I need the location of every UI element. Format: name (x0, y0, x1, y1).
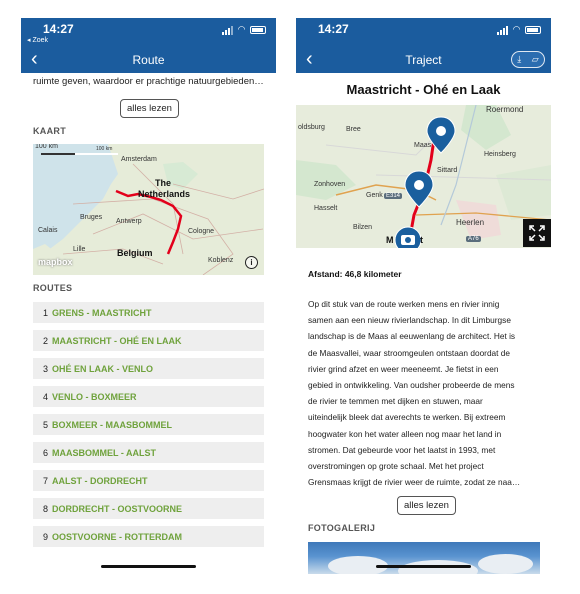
map-road-a76: A76 (468, 236, 479, 242)
route-screen (21, 18, 276, 574)
description-line: samen aan een nieuw rivierlandschap. In dit Limburgse (308, 315, 511, 326)
wifi-icon: ◠ (237, 24, 247, 34)
description-line: Grensmaas krijgt de rivier weer de ruimte, zodat ze naa… (308, 477, 521, 488)
map-label-sittard: Sittard (437, 167, 458, 174)
description-line: uiteindelijk bleek dat averechts te werken. Bij extreem (308, 412, 506, 423)
battery-icon (525, 26, 541, 34)
map-label-roermond: Roermond (486, 105, 524, 114)
traject-map[interactable] (296, 105, 551, 248)
page-title: Route (132, 53, 165, 67)
map-label-maastricht-end: t (420, 235, 423, 245)
description-line: gebied in ontwikkeling. Van oudsher probeerde de mens (308, 380, 515, 391)
signal-icon (497, 25, 509, 35)
route-name: DORDRECHT - OOSTVOORNE (52, 503, 183, 514)
description-line: Op dit stuk van de route werken mens en rivier innig (308, 299, 500, 309)
route-name: MAASBOMMEL - AALST (52, 447, 156, 458)
mapbox-logo[interactable]: mapbox (38, 257, 73, 267)
route-number: 7 (42, 475, 48, 486)
back-icon[interactable]: ‹ (31, 48, 38, 70)
overview-map[interactable] (33, 144, 264, 275)
route-name: GRENS - MAASTRICHT (52, 307, 152, 318)
map-label-zonhoven: Zonhoven (314, 181, 346, 188)
battery-icon (250, 26, 266, 34)
status-time: 14:27 (318, 22, 349, 36)
gallery-section-label: FOTOGALERIJ (308, 523, 376, 533)
wifi-icon: ◠ (512, 24, 522, 34)
status-icons (497, 24, 541, 35)
map-label-koblenz: Koblenz (208, 257, 234, 264)
read-more-button[interactable]: alles lezen (120, 99, 179, 118)
description-line: de rivier te temmen met dijken en stuwen, maar (308, 396, 483, 407)
map-label-heinsberg: Heinsberg (484, 151, 516, 158)
map-label-maas: Maas (414, 142, 432, 149)
map-label-hasselt: Hasselt (314, 205, 338, 212)
route-item[interactable] (33, 526, 264, 547)
cloud-shape (478, 554, 533, 574)
route-item[interactable] (33, 498, 264, 519)
route-number: 6 (42, 447, 48, 458)
read-more-button[interactable]: alles lezen (397, 496, 456, 515)
map-road-e314: E314 (386, 193, 401, 199)
route-name: VENLO - BOXMEER (52, 391, 137, 402)
route-item[interactable] (33, 358, 264, 379)
map-label-cologne: Cologne (188, 228, 215, 235)
camera-pin-icon[interactable] (395, 227, 421, 248)
map-label-bree: Bree (346, 126, 361, 133)
home-indicator[interactable] (376, 565, 471, 568)
route-number: 5 (42, 419, 48, 430)
map-label-netherlands: Netherlands (138, 189, 191, 199)
map-label-antwerp: Antwerp (116, 218, 142, 225)
status-time: 14:27 (43, 22, 74, 36)
route-name: OOSTVOORNE - ROTTERDAM (52, 531, 182, 542)
status-icons (222, 24, 266, 35)
map-icon: ▱ (531, 54, 539, 64)
fullscreen-map-button[interactable] (523, 219, 551, 247)
signal-icon (222, 25, 234, 35)
route-name: OHÉ EN LAAK - VENLO (52, 363, 154, 374)
map-label-genk: Genk (366, 192, 383, 199)
description-line: hoogwater kon het water alleen nog maar het land in (308, 428, 502, 439)
route-distance: Afstand: 46,8 kilometer (308, 269, 402, 279)
map-label-the: The (155, 178, 172, 188)
map-info-icon[interactable]: i (245, 256, 258, 269)
route-item[interactable] (33, 470, 264, 491)
map-label-calais: Calais (38, 227, 58, 234)
back-icon[interactable]: ‹ (306, 48, 313, 70)
download-icon: ⤓ (517, 54, 522, 64)
navigation-header (296, 18, 551, 73)
route-item[interactable] (33, 330, 264, 351)
map-scale-label: 100 km (96, 146, 113, 152)
route-item[interactable] (33, 414, 264, 435)
route-number: 4 (42, 391, 48, 402)
route-item[interactable] (33, 302, 264, 323)
route-item[interactable] (33, 386, 264, 407)
back-to-app-link[interactable]: ◂ Zoek (27, 37, 49, 44)
map-label-amsterdam: Amsterdam (121, 156, 157, 163)
page-title: Traject (405, 53, 442, 67)
map-label-bilzen: Bilzen (353, 224, 373, 231)
route-description (308, 296, 543, 490)
intro-text: ruimte geven, waardoor er prachtige natuurgebieden… (33, 76, 264, 87)
route-name: AALST - DORDRECHT (52, 475, 148, 486)
route-item[interactable] (33, 442, 264, 463)
map-background (296, 105, 551, 248)
description-line: overstromingen op grote schaal. Met het project (308, 461, 484, 472)
map-section-label: KAART (33, 126, 66, 136)
home-indicator[interactable] (101, 565, 196, 568)
route-name: BOXMEER - MAASBOMMEL (52, 419, 172, 430)
traject-screen (296, 18, 551, 574)
map-label-heerlen: Heerlen (456, 218, 485, 227)
map-label-brugge: Bruges (80, 214, 103, 221)
map-label-maastricht: M (386, 235, 394, 245)
route-number: 2 (42, 335, 48, 346)
routes-section-label: ROUTES (33, 283, 73, 293)
gallery-photo[interactable] (308, 542, 540, 574)
description-line: landschap is de Maas al eeuwenlang de architect. Het is (308, 331, 516, 342)
description-line: rivier grind afzet en weer meeneemt. Je fietst in een (308, 363, 499, 374)
route-name: MAASTRICHT - OHÉ EN LAAK (52, 335, 182, 346)
route-number: 9 (42, 531, 48, 542)
description-line: de Maasvallei, waar stroomgeulen ontstaan doordat de (308, 347, 511, 358)
map-label-belgium: Belgium (117, 248, 153, 258)
route-number: 1 (42, 307, 48, 318)
navigation-header (21, 18, 276, 73)
map-scale-label: 100 km (35, 144, 58, 150)
map-label-lille: Lille (73, 246, 86, 253)
route-number: 8 (42, 503, 48, 514)
route-number: 3 (42, 363, 48, 374)
download-map-button[interactable] (511, 51, 545, 68)
description-line: stromen. Dat gebeurde voor het laatst in 1993, met (308, 444, 496, 455)
traject-title: Maastricht - Ohé en Laak (346, 82, 501, 97)
expand-icon (529, 225, 545, 241)
map-label-oldsburg: oldsburg (298, 124, 325, 131)
